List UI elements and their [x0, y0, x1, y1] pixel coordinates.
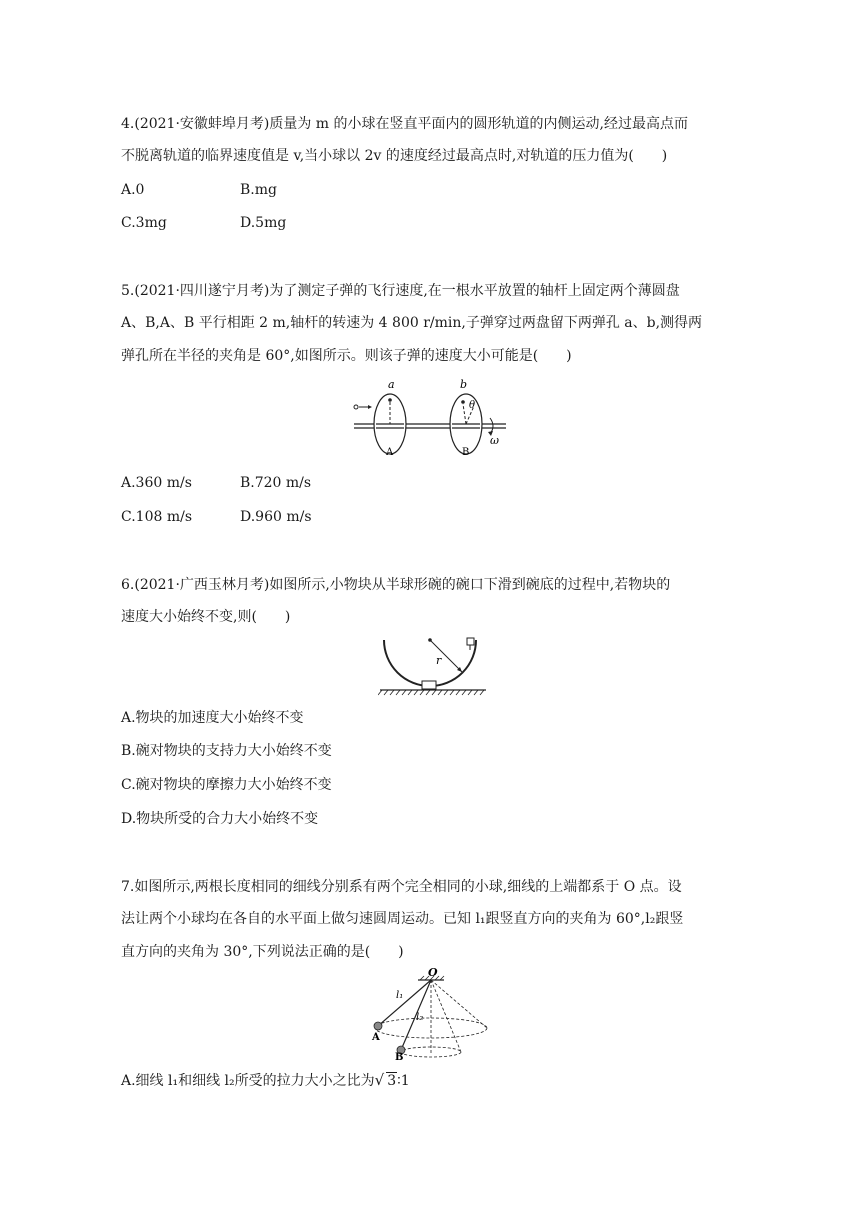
q5-stem-line1: 5.(2021·四川遂宁月考)为了测定子弹的飞行速度,在一根水平放置的轴杆上固定两个薄圆盘	[121, 283, 680, 299]
q7-stem-line3: 直方向的夹角为 30°,下列说法正确的是( )	[121, 944, 404, 960]
q4-option-d: D.5mg	[240, 215, 287, 231]
q5-option-a: A.360 m/s	[121, 475, 192, 491]
q5-label-disk-a: A	[386, 447, 394, 458]
q6-option-d: D.物块所受的合力大小始终不变	[121, 811, 319, 827]
q7-option-a: A.细线 l₁和细线 l₂所受的拉力大小之比为√ 3∶1	[121, 1071, 410, 1089]
q5-label-b: b	[460, 378, 468, 391]
q4-stem-line1: 4.(2021·安徽蚌埠月考)质量为 m 的小球在竖直平面内的圆形轨道的内侧运动,经过最高点而	[121, 116, 688, 132]
q7-figure-conical-pendulum	[366, 968, 496, 1060]
q6-option-a: A.物块的加速度大小始终不变	[121, 710, 304, 726]
q5-option-d: D.960 m/s	[240, 509, 312, 525]
q4-option-a: A.0	[121, 182, 145, 198]
q7-stem-line1: 7.如图所示,两根长度相同的细线分别系有两个完全相同的小球,细线的上端都系于 O 点。设	[121, 879, 682, 895]
q5-label-omega: ω	[490, 434, 499, 447]
q7-option-a-ratio: ∶1	[397, 1073, 410, 1089]
q7-stem-line2: 法让两个小球均在各自的水平面上做匀速圆周运动。已知 l₁跟竖直方向的夹角为 60°,l₂跟竖	[121, 911, 684, 927]
q5-option-c: C.108 m/s	[121, 509, 193, 525]
q7-label-l1: l₁	[396, 990, 404, 1001]
q4-option-b: B.mg	[240, 182, 277, 198]
q7-option-a-sqrt: 3	[387, 1073, 397, 1089]
q6-option-c: C.碗对物块的摩擦力大小始终不变	[121, 777, 332, 793]
q6-option-b: B.碗对物块的支持力大小始终不变	[121, 743, 332, 759]
q5-stem-line2: A、B,A、B 平行相距 2 m,轴杆的转速为 4 800 r/min,子弹穿过两盘留下两弹孔 a、b,测得两	[121, 315, 703, 331]
q7-label-ball-a: A	[372, 1032, 380, 1043]
q7-label-l2: l₂	[416, 1012, 424, 1023]
q6-label-r: r	[436, 654, 442, 667]
q5-option-b: B.720 m/s	[240, 475, 312, 491]
q4-stem-line2: 不脱离轨道的临界速度值是 v,当小球以 2v 的速度经过最高点时,对轨道的压力值为( )	[121, 148, 668, 164]
q6-figure-bowl	[378, 634, 488, 700]
q5-figure-disks	[350, 376, 510, 460]
q5-label-theta: θ	[469, 400, 476, 411]
q7-option-a-text: A.细线 l₁和细线 l₂所受的拉力大小之比为	[121, 1073, 375, 1089]
q6-stem-line1: 6.(2021·广西玉林月考)如图所示,小物块从半球形碗的碗口下滑到碗底的过程中,若物块的	[121, 577, 671, 593]
q5-label-disk-b: B	[462, 447, 470, 458]
q7-label-o: O	[428, 968, 438, 979]
q5-label-a: a	[388, 378, 395, 391]
q7-label-ball-b: B	[395, 1052, 404, 1060]
q4-option-c: C.3mg	[121, 215, 167, 231]
q6-stem-line2: 速度大小始终不变,则( )	[121, 609, 291, 625]
q5-stem-line3: 弹孔所在半径的夹角是 60°,如图所示。则该子弹的速度大小可能是( )	[121, 348, 572, 364]
